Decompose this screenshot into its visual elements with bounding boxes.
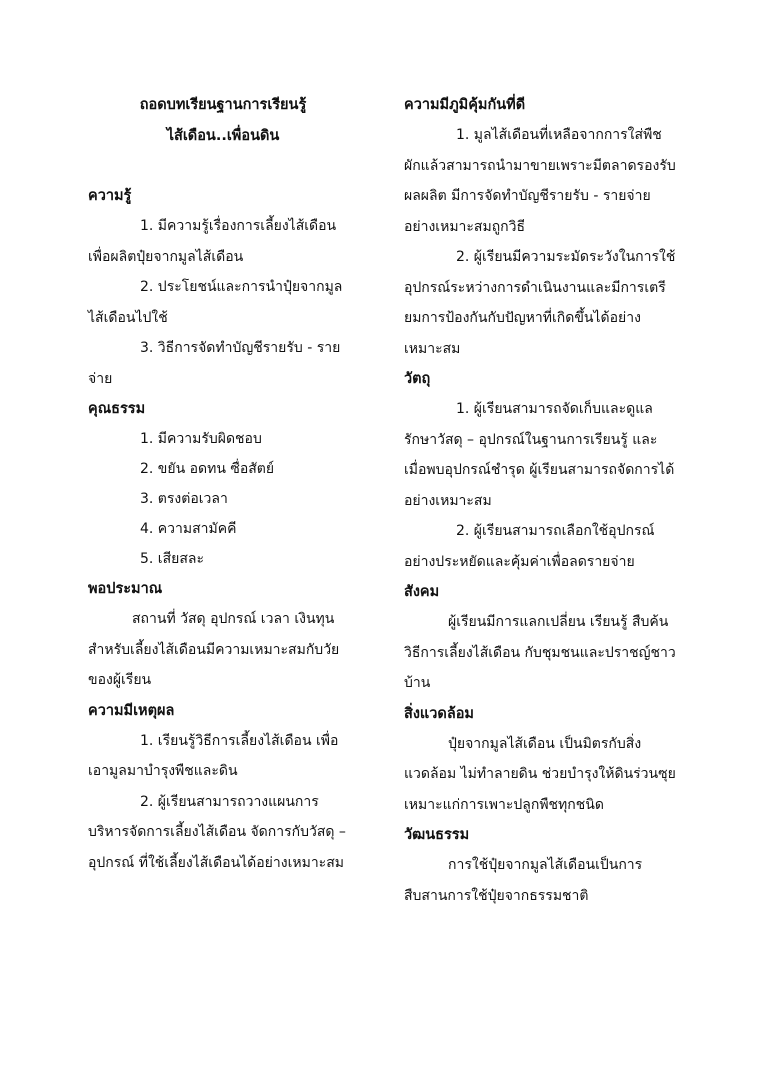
section-heading-materials: วัตถุ (404, 371, 431, 387)
materials-item-1: 1. ผู้เรียนสามารถจัดเก็บและดูแลรักษาวัสดุ – อุปกรณ์ในฐานการเรียนรู้ และเมื่อพบอุปกรณ์ชำรุด ผู้เรียนสามารถจัดการได้อย่างเหมาะสม (404, 401, 675, 509)
section-heading-society: สังคม (404, 584, 440, 600)
knowledge-item-1: 1. มีความรู้เรื่องการเลี้ยงไส้เดือน เพื่อผลิตปุ๋ยจากมูลไส้เดือน (88, 218, 337, 265)
environment-text: ปุ๋ยจากมูลไส้เดือน เป็นมิตรกับสิ่งแวดล้อม ไม่ทำลายดิน ช่วยบำรุงให้ดินร่วนซุย เหมาะแก่การเพาะปลูกพืชทุกชนิด (404, 735, 676, 813)
morality-item-2: 2. ขยัน อดทน ซื่อสัตย์ (140, 461, 275, 477)
reasonableness-item-2: 2. ผู้เรียนสามารถวางแผนการบริหารจัดการเลี้ยงไส้เดือน จัดการกับวัสดุ – อุปกรณ์ ที่ใช้เลี้ยงไส้เดือนได้อย่างเหมาะสม (88, 793, 346, 871)
section-heading-moderation: พอประมาณ (88, 581, 163, 597)
morality-item-4: 4. ความสามัคคี (140, 521, 237, 537)
right-column (404, 90, 676, 911)
section-heading-knowledge: ความรู้ (88, 188, 132, 204)
section-heading-environment: สิ่งแวดล้อม (404, 705, 474, 722)
morality-item-5: 5. เสียสละ (140, 551, 204, 567)
knowledge-item-2: 2. ประโยชน์และการนำปุ๋ยจากมูล ไส้เดือนไปใช้ (88, 279, 343, 326)
left-column (88, 90, 358, 878)
section-heading-culture: วัฒนธรรม (404, 827, 470, 843)
knowledge-item-3: 3. วิธีการจัดทำบัญชีรายรับ - รายจ่าย (88, 340, 341, 387)
doc-title-line1: ถอดบทเรียนฐานการเรียนรู้ (139, 97, 307, 113)
morality-item-1: 1. มีความรับผิดชอบ (140, 431, 262, 447)
section-heading-reasonableness: ความมีเหตุผล (88, 702, 175, 719)
section-heading-immunity: ความมีภูมิคุ้มกันที่ดี (404, 97, 526, 113)
doc-title-line2: ไส้เดือน..เพื่อนดิน (166, 128, 280, 144)
section-heading-morality: คุณธรรม (88, 401, 146, 417)
materials-item-2: 2. ผู้เรียนสามารถเลือกใช้อุปกรณ์อย่างประหยัดและคุ้มค่าเพื่อลดรายจ่าย (404, 523, 655, 570)
immunity-item-1: 1. มูลไส้เดือนที่เหลือจากการใส่พืชผักแล้วสามารถนำมาขายเพราะมีตลาดรองรับผลผลิต มีการจัดทำบัญชีรายรับ - รายจ่าย อย่างเหมาะสมถูกวิธี (404, 127, 676, 235)
society-text: ผู้เรียนมีการแลกเปลี่ยน เรียนรู้ สืบค้น วิธีการเลี้ยงไส้เดือน กับชุมชนและปราชญ์ชาวบ้าน (404, 614, 676, 691)
immunity-item-2: 2. ผู้เรียนมีความระมัดระวังในการใช้อุปกรณ์ระหว่างการดำเนินงานและมีการเตรียมการป้องกันกับปัญหาที่เกิดขึ้นได้อย่างเหมาะสม (404, 249, 676, 357)
morality-item-3: 3. ตรงต่อเวลา (140, 491, 228, 507)
moderation-text: สถานที่ วัสดุ อุปกรณ์ เวลา เงินทุน สำหรับเลี้ยงไส้เดือนมีความเหมาะสมกับวัยของผู้เรียน (88, 611, 340, 688)
reasonableness-item-1: 1. เรียนรู้วิธีการเลี้ยงไส้เดือน เพื่อเอามูลมาบำรุงพืชและดิน (88, 732, 339, 779)
culture-text: การใช้ปุ๋ยจากมูลไส้เดือนเป็นการสืบสานการใช้ปุ๋ยจากธรรมชาติ (404, 857, 643, 904)
